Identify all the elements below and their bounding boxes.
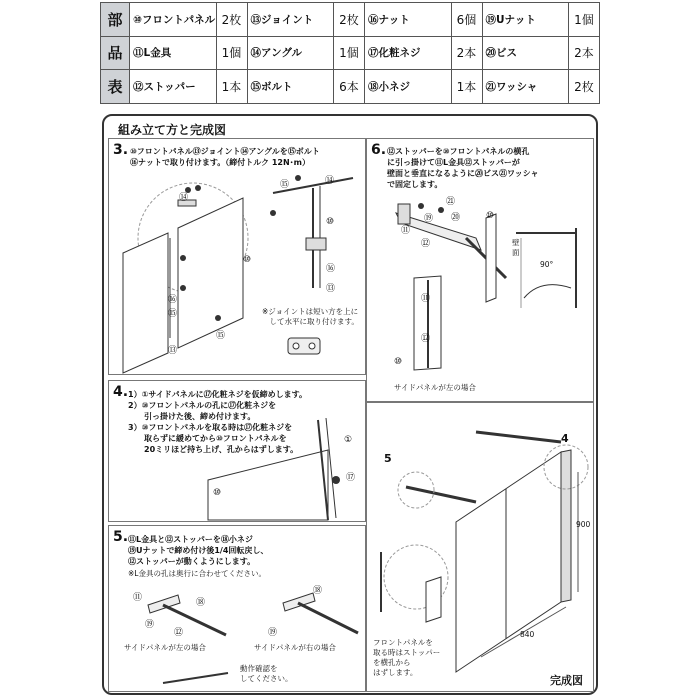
svg-text:⑫: ⑫: [421, 334, 431, 344]
callout-5: 5: [384, 452, 392, 465]
step5-note: ※L金具の孔は奥行に合わせてください。: [128, 569, 266, 578]
callout-16b: ⑯: [168, 295, 178, 305]
svg-text:⑳: ⑳: [451, 213, 461, 223]
step6-caption: サイドパネルが左の場合: [394, 383, 476, 392]
svg-text:㉑: ㉑: [446, 197, 456, 207]
step5-text: ⑪L金具と⑫ストッパーを⑱小ネジ ⑲Uナットで締め付け後1/4回転戻し、 ⑫ストッパーが動くようにします。: [128, 535, 269, 566]
svg-text:⑫: ⑫: [421, 239, 431, 249]
part-name: ⑩フロントパネル: [130, 3, 217, 37]
step6-drawing: [366, 138, 592, 400]
parts-row: [101, 36, 600, 70]
callout-14: ⑭: [325, 176, 335, 186]
step4-number: 4.: [113, 384, 129, 400]
part-qty: 1個: [216, 36, 247, 70]
svg-text:⑲: ⑲: [268, 628, 278, 638]
svg-text:⑪: ⑪: [401, 226, 411, 236]
step6-wall-label: 壁 面: [512, 238, 520, 257]
svg-text:⑪: ⑪: [421, 294, 431, 304]
step5-drawing: [108, 525, 364, 690]
parts-header-cell: 品: [101, 36, 130, 70]
part-qty: 6個: [451, 3, 482, 37]
part-name: ⑫ストッパー: [130, 70, 217, 104]
step3-number: 3.: [113, 142, 129, 158]
svg-text:⑩: ⑩: [394, 357, 403, 367]
step3-text: ⑩フロントパネル⑬ジョイント⑭アングルを⑮ボルト ⑯ナットで取り付けます。（締付トルク 12N･m）: [130, 147, 320, 167]
svg-text:⑱: ⑱: [196, 598, 206, 608]
svg-text:⑰: ⑰: [346, 473, 356, 483]
part-qty: 1個: [569, 3, 600, 37]
step4-text: 1）①サイドパネルに⑰化粧ネジを仮締めします。 2）⑩フロントパネルの孔に⑰化粧ネジを 引っ掛けた後、締め付けます。 3）⑩フロントパネルを取る時は⑰化粧ネジを 取らずに緩めてから⑩フロントパネルを 20ミリほど持ち上げ、孔からはずします。: [128, 390, 307, 454]
step4-drawing: [108, 380, 364, 520]
parts-header-cell: 表: [101, 70, 130, 104]
parts-table: [100, 2, 600, 104]
parts-header-cell: 部: [101, 3, 130, 37]
step5-caption-right: サイドパネルが右の場合: [254, 643, 336, 652]
part-qty: 1本: [451, 70, 482, 104]
part-name: ⑬ジョイント: [247, 3, 334, 37]
callout-13b: ⑬: [168, 346, 178, 356]
step6-number: 6.: [371, 142, 387, 158]
part-qty: 1個: [334, 36, 365, 70]
part-qty: 2本: [569, 36, 600, 70]
svg-text:⑫: ⑫: [174, 628, 184, 638]
step3-drawing: [108, 138, 364, 373]
svg-text:①: ①: [344, 435, 353, 445]
parts-row: [101, 3, 600, 37]
part-qty: 2本: [451, 36, 482, 70]
step3-note: ※ジョイントは短い方を上に して水平に取り付けます。: [262, 307, 359, 326]
callout-16: ⑯: [326, 264, 336, 274]
callout-4: 4: [561, 432, 569, 445]
part-name: ㉑ワッシャ: [482, 70, 569, 104]
part-name: ⑪L金具: [130, 36, 217, 70]
part-qty: 2枚: [334, 3, 365, 37]
part-name: ⑯ナット: [365, 3, 452, 37]
callout-15b: ⑮: [168, 309, 178, 319]
part-name: ⑳ビス: [482, 36, 569, 70]
part-name: ⑮ボルト: [247, 70, 334, 104]
svg-text:⑪: ⑪: [133, 593, 143, 603]
step5-number: 5.: [113, 529, 129, 545]
step5-check: 動作確認を してください。: [240, 664, 293, 683]
callout-13: ⑬: [326, 284, 336, 294]
callout-14b: ⑭: [179, 193, 189, 203]
part-name: ⑱小ネジ: [365, 70, 452, 104]
part-qty: 2枚: [216, 3, 247, 37]
callout-10b: ⑩: [243, 255, 252, 265]
finished-label: 完成図: [550, 674, 583, 687]
dimension-width: 840: [520, 630, 535, 639]
svg-text:⑱: ⑱: [313, 586, 323, 596]
step5-caption-left: サイドパネルが左の場合: [124, 643, 206, 652]
svg-text:⑩: ⑩: [213, 488, 222, 498]
svg-text:⑲: ⑲: [145, 620, 155, 630]
part-name: ⑭アングル: [247, 36, 334, 70]
part-qty: 1本: [216, 70, 247, 104]
part-qty: 6本: [334, 70, 365, 104]
callout-10: ⑩: [326, 217, 335, 227]
finished-note: フロントパネルを 取る時はストッパー を横孔から はずします。: [373, 638, 441, 677]
part-name: ⑲Uナット: [482, 3, 569, 37]
part-qty: 2枚: [569, 70, 600, 104]
step6-text: ⑫ストッパーを⑩フロントパネルの横孔 に引っ掛けて⑪L金具⑫ストッパーが 壁面と垂直になるように⑳ビス㉑ワッシャ で固定します。: [387, 147, 539, 189]
parts-row: [101, 70, 600, 104]
part-name: ⑰化粧ネジ: [365, 36, 452, 70]
step6-angle: 90°: [540, 260, 554, 269]
callout-15c: ⑮: [216, 331, 226, 341]
svg-text:⑩: ⑩: [486, 211, 495, 221]
svg-text:⑲: ⑲: [424, 214, 434, 224]
section-title: 組み立て方と完成図: [118, 123, 227, 137]
dimension-height: 900: [576, 520, 591, 529]
callout-15: ⑮: [280, 180, 290, 190]
